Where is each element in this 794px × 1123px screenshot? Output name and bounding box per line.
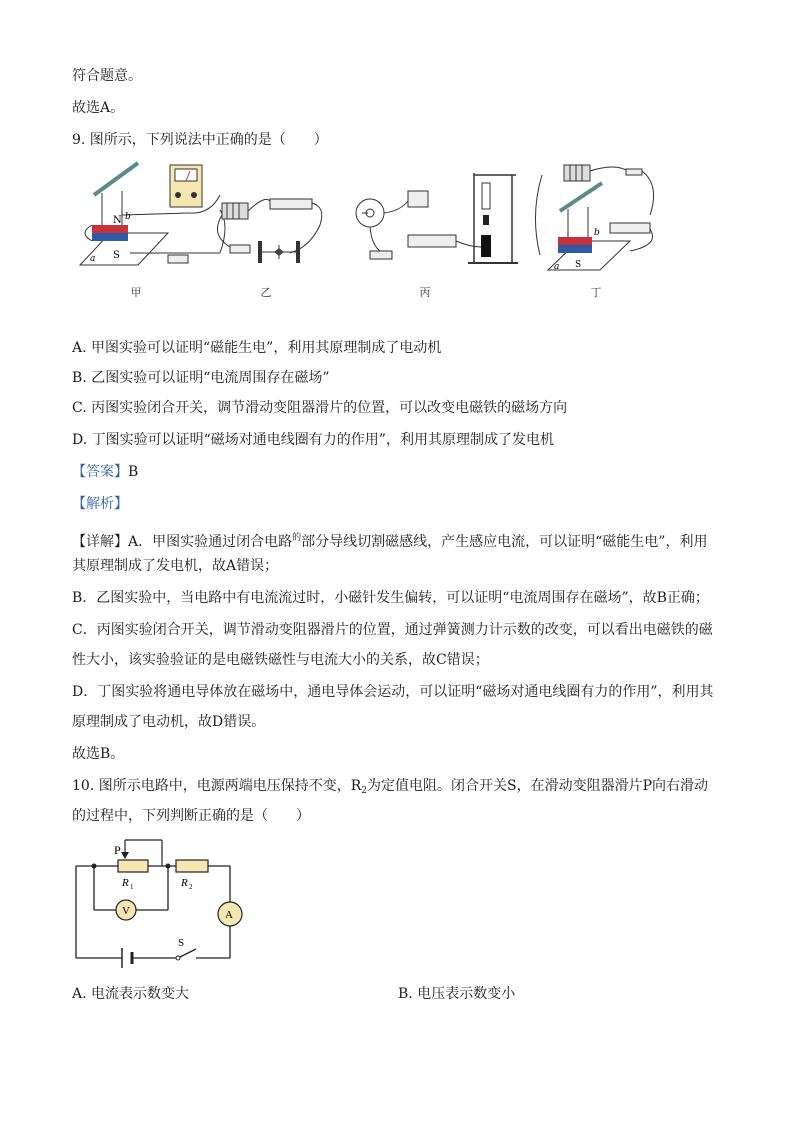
label-V: V: [122, 905, 130, 917]
figure-bing: [356, 173, 518, 263]
q10-option-b: B. 电压表示数变小: [398, 986, 516, 1002]
label-a: a: [90, 254, 96, 264]
detail-a-sup: 的: [292, 533, 302, 543]
q10-circuit: [68, 836, 258, 972]
caption-bing: 丙: [419, 286, 431, 299]
detail-a-line2: 其原理制成了发电机，故A错误；: [72, 558, 279, 574]
q10-text-b: 为定值电阻。闭合开关S，在滑动变阻器滑片P向右滑动: [367, 778, 709, 794]
label-S-ding: S: [575, 260, 582, 270]
caption-jia: 甲: [130, 286, 142, 299]
detail-d-line2: 原理制成了电动机，故D错误。: [72, 714, 266, 730]
answer-line: [72, 462, 138, 482]
detail-c-line1: C．丙图实验闭合开关，调节滑动变阻器滑片的位置，通过弹簧测力计示数的改变，可以看出电磁铁的磁: [72, 622, 713, 638]
detail-a-text: A．甲图实验通过闭合电路: [128, 534, 293, 550]
option-d: D. 丁图实验可以证明“磁场对通电线圈有力的作用”，利用其原理制成了发电机: [72, 432, 554, 448]
detail-c-line2: 性大小，该实验验证的是电磁铁磁性与电流大小的关系，故C错误；: [72, 652, 489, 668]
question-10-line1: [72, 776, 708, 801]
label-R1: R: [122, 877, 129, 889]
label-a-ding: a: [554, 262, 560, 272]
option-a: A. 甲图实验可以证明“磁能生电”，利用其原理制成了电动机: [72, 340, 442, 356]
choose-b: 故选B。: [72, 746, 125, 762]
option-b: B. 乙图实验可以证明“电流周围存在磁场”: [72, 370, 330, 386]
detail-tag: 【详解】: [72, 534, 128, 550]
label-A: A: [225, 909, 233, 921]
label-S: S: [113, 250, 120, 261]
option-c: C. 丙图实验闭合开关，调节滑动变阻器滑片的位置，可以改变电磁铁的磁场方向: [72, 400, 568, 416]
text-line: 故选A。: [72, 100, 125, 116]
figure-jia: [80, 163, 225, 265]
label-N: N: [113, 215, 122, 226]
detail-a-text-2: 部分导线切割磁感线，产生感应电流，可以证明“磁能生电”，利用: [301, 534, 708, 550]
label-S-switch: S: [178, 937, 185, 949]
label-R2: R: [181, 877, 188, 889]
question-10-line2: 的过程中，下列判断正确的是（ ）: [72, 808, 310, 824]
label-R2-sub: 2: [189, 883, 193, 891]
label-b-ding: b: [594, 228, 600, 238]
question-9: 9. 图所示，下列说法中正确的是（ ）: [72, 132, 328, 148]
text-line: 符合题意。: [72, 68, 142, 84]
q9-figures: [70, 155, 670, 305]
label-P: P: [114, 843, 121, 857]
q10-option-a: A. 电流表示数变大: [72, 986, 190, 1002]
caption-yi: 乙: [260, 286, 272, 299]
q10-text-a: 10. 图所示电路中，电源两端电压保持不变，R: [72, 778, 362, 794]
label-R1-sub: 1: [130, 883, 134, 891]
figure-ding: [535, 165, 653, 272]
answer-tag: 【答案】: [72, 464, 128, 480]
caption-ding: 丁: [590, 286, 602, 299]
q10-sub: 2: [361, 786, 367, 796]
figure-yi: [218, 199, 322, 263]
analysis-tag: 【解析】: [72, 496, 128, 512]
detail-a-line1: [72, 528, 707, 552]
label-b: b: [125, 212, 131, 222]
detail-d-line1: D．丁图实验将通电导体放在磁场中，通电导体会运动，可以证明“磁场对通电线圈有力的作用”，利用其: [72, 684, 714, 700]
answer-value: B: [128, 464, 139, 480]
detail-b: B．乙图实验中，当电路中有电流流过时，小磁针发生偏转，可以证明“电流周围存在磁场”，故B正确；: [72, 590, 709, 606]
